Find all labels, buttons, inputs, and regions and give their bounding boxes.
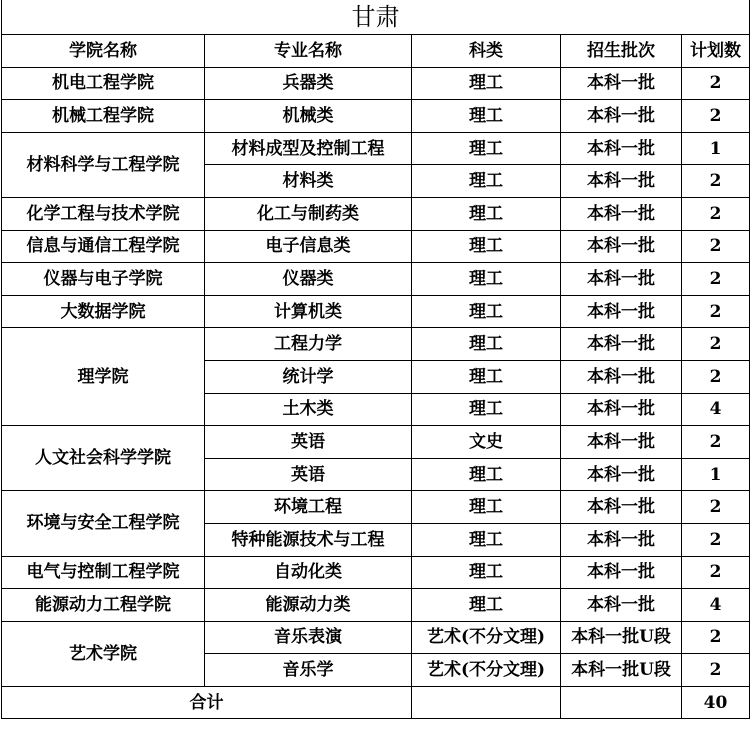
major-cell: 英语 — [205, 426, 412, 459]
header-plan: 计划数 — [682, 35, 750, 68]
batch-cell: 本科一批 — [561, 491, 682, 524]
header-batch: 招生批次 — [561, 35, 682, 68]
batch-cell: 本科一批 — [561, 295, 682, 328]
batch-cell: 本科一批U段 — [561, 621, 682, 654]
category-cell: 理工 — [412, 100, 561, 133]
major-cell: 音乐学 — [205, 654, 412, 687]
header-major: 专业名称 — [205, 35, 412, 68]
college-cell: 能源动力工程学院 — [2, 589, 205, 622]
batch-cell: 本科一批 — [561, 328, 682, 361]
batch-cell: 本科一批 — [561, 426, 682, 459]
table-title: 甘肃 — [2, 0, 750, 35]
category-cell: 理工 — [412, 165, 561, 198]
category-cell: 理工 — [412, 67, 561, 100]
category-cell: 理工 — [412, 360, 561, 393]
major-cell: 能源动力类 — [205, 589, 412, 622]
college-cell: 仪器与电子学院 — [2, 263, 205, 296]
major-cell: 化工与制药类 — [205, 197, 412, 230]
plan-cell: 2 — [682, 621, 750, 654]
category-cell: 理工 — [412, 458, 561, 491]
table-row — [2, 230, 750, 263]
table-row — [2, 295, 750, 328]
batch-cell: 本科一批U段 — [561, 654, 682, 687]
header-category: 科类 — [412, 35, 561, 68]
batch-cell: 本科一批 — [561, 100, 682, 133]
major-cell: 特种能源技术与工程 — [205, 523, 412, 556]
college-cell: 信息与通信工程学院 — [2, 230, 205, 263]
major-cell: 仪器类 — [205, 263, 412, 296]
category-cell: 理工 — [412, 589, 561, 622]
major-cell: 环境工程 — [205, 491, 412, 524]
plan-cell: 2 — [682, 328, 750, 361]
plan-cell: 2 — [682, 100, 750, 133]
batch-cell: 本科一批 — [561, 360, 682, 393]
major-cell: 材料成型及控制工程 — [205, 132, 412, 165]
college-cell: 大数据学院 — [2, 295, 205, 328]
college-cell: 人文社会科学学院 — [2, 426, 205, 491]
admission-plan-table — [1, 0, 750, 719]
category-cell: 艺术(不分文理) — [412, 621, 561, 654]
table-row — [2, 621, 750, 654]
category-cell: 理工 — [412, 132, 561, 165]
major-cell: 自动化类 — [205, 556, 412, 589]
table-row — [2, 132, 750, 165]
batch-cell: 本科一批 — [561, 230, 682, 263]
plan-cell: 1 — [682, 132, 750, 165]
major-cell: 英语 — [205, 458, 412, 491]
table-row — [2, 67, 750, 100]
plan-cell: 1 — [682, 458, 750, 491]
total-empty-category — [412, 686, 561, 719]
batch-cell: 本科一批 — [561, 263, 682, 296]
major-cell: 计算机类 — [205, 295, 412, 328]
plan-cell: 2 — [682, 426, 750, 459]
table-row — [2, 263, 750, 296]
plan-cell: 2 — [682, 295, 750, 328]
college-cell: 理学院 — [2, 328, 205, 426]
major-cell: 兵器类 — [205, 67, 412, 100]
table-row — [2, 491, 750, 524]
category-cell: 理工 — [412, 523, 561, 556]
major-cell: 音乐表演 — [205, 621, 412, 654]
category-cell: 艺术(不分文理) — [412, 654, 561, 687]
batch-cell: 本科一批 — [561, 132, 682, 165]
college-cell: 材料科学与工程学院 — [2, 132, 205, 197]
college-cell: 机电工程学院 — [2, 67, 205, 100]
plan-cell: 2 — [682, 556, 750, 589]
header-college: 学院名称 — [2, 35, 205, 68]
plan-cell: 2 — [682, 230, 750, 263]
category-cell: 理工 — [412, 295, 561, 328]
college-cell: 化学工程与技术学院 — [2, 197, 205, 230]
category-cell: 理工 — [412, 230, 561, 263]
table-row — [2, 589, 750, 622]
table-row — [2, 197, 750, 230]
total-row — [2, 686, 750, 719]
major-cell: 电子信息类 — [205, 230, 412, 263]
table-row — [2, 426, 750, 459]
major-cell: 统计学 — [205, 360, 412, 393]
total-label: 合计 — [2, 686, 412, 719]
plan-cell: 4 — [682, 393, 750, 426]
plan-cell: 2 — [682, 523, 750, 556]
table-body — [2, 67, 750, 686]
table-row — [2, 556, 750, 589]
table-row — [2, 100, 750, 133]
category-cell: 理工 — [412, 328, 561, 361]
plan-cell: 2 — [682, 360, 750, 393]
category-cell: 理工 — [412, 556, 561, 589]
category-cell: 文史 — [412, 426, 561, 459]
college-cell: 环境与安全工程学院 — [2, 491, 205, 556]
college-cell: 机械工程学院 — [2, 100, 205, 133]
category-cell: 理工 — [412, 197, 561, 230]
major-cell: 工程力学 — [205, 328, 412, 361]
batch-cell: 本科一批 — [561, 165, 682, 198]
plan-cell: 2 — [682, 263, 750, 296]
plan-cell: 2 — [682, 197, 750, 230]
major-cell: 材料类 — [205, 165, 412, 198]
plan-cell: 2 — [682, 491, 750, 524]
table-row — [2, 328, 750, 361]
plan-cell: 2 — [682, 165, 750, 198]
major-cell: 土木类 — [205, 393, 412, 426]
batch-cell: 本科一批 — [561, 67, 682, 100]
college-cell: 电气与控制工程学院 — [2, 556, 205, 589]
college-cell: 艺术学院 — [2, 621, 205, 686]
plan-cell: 2 — [682, 654, 750, 687]
category-cell: 理工 — [412, 263, 561, 296]
batch-cell: 本科一批 — [561, 589, 682, 622]
total-empty-batch — [561, 686, 682, 719]
batch-cell: 本科一批 — [561, 556, 682, 589]
header-row — [2, 35, 750, 68]
category-cell: 理工 — [412, 491, 561, 524]
batch-cell: 本科一批 — [561, 197, 682, 230]
batch-cell: 本科一批 — [561, 458, 682, 491]
batch-cell: 本科一批 — [561, 523, 682, 556]
title-row — [2, 0, 750, 35]
plan-cell: 2 — [682, 67, 750, 100]
total-value: 40 — [682, 686, 750, 719]
batch-cell: 本科一批 — [561, 393, 682, 426]
major-cell: 机械类 — [205, 100, 412, 133]
plan-cell: 4 — [682, 589, 750, 622]
category-cell: 理工 — [412, 393, 561, 426]
